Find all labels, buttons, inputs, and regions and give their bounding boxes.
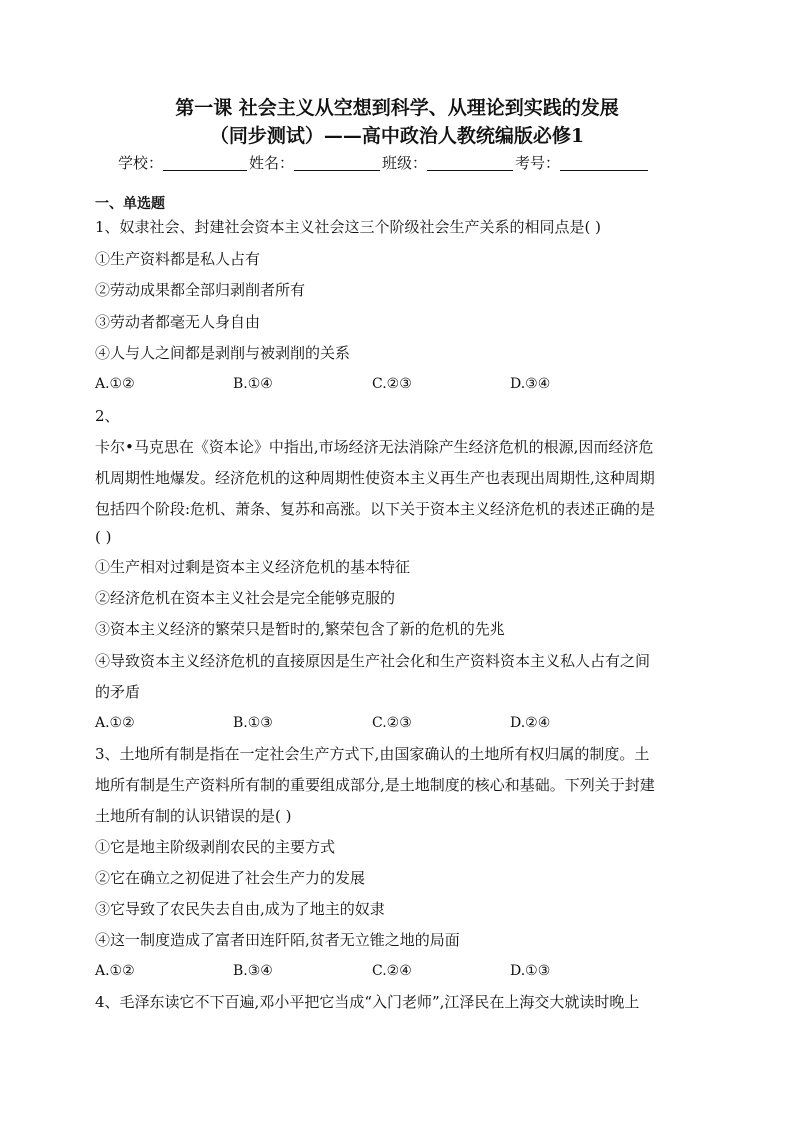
option-c[interactable]: C.②③: [372, 715, 412, 731]
statement-item: ②经济危机在资本主义社会是完全能够克服的: [95, 589, 396, 607]
statement-item: ①它是地主阶级剥削农民的主要方式: [95, 838, 336, 856]
option-b[interactable]: B.①④: [233, 376, 273, 392]
exam-number-label: 考号：: [515, 154, 561, 172]
option-a[interactable]: A.①②: [95, 376, 135, 392]
class-field[interactable]: [427, 154, 513, 171]
statement-item: ①生产资料都是私人占有: [95, 250, 261, 268]
question-stem: 土地所有制的认识错误的是( ): [95, 807, 292, 825]
statement-item: ④这一制度造成了富者田连阡陌,贫者无立锥之地的局面: [95, 931, 460, 949]
exam-number-field[interactable]: [560, 154, 648, 171]
statement-item: ①生产相对过剩是资本主义经济危机的基本特征: [95, 558, 411, 576]
statement-item: ②它在确立之初促进了社会生产力的发展: [95, 869, 366, 887]
statement-item: ③劳动者都毫无人身自由: [95, 313, 261, 331]
question-stem: 卡尔•马克思在《资本论》中指出,市场经济无法消除产生经济危机的根源,因而经济危: [95, 438, 654, 456]
option-d[interactable]: D.③④: [510, 376, 551, 392]
name-label: 姓名：: [249, 154, 295, 172]
statement-item: ③它导致了农民失去自由,成为了地主的奴隶: [95, 900, 385, 918]
question-stem: ( ): [95, 528, 112, 546]
statement-item: ④导致资本主义经济危机的直接原因是生产社会化和生产资料资本主义私人占有之间: [95, 652, 651, 670]
page-title: 第一课 社会主义从空想到科学、从理论到实践的发展: [175, 97, 619, 119]
statement-item: ②劳动成果都全部归剥削者所有: [95, 281, 306, 299]
school-field[interactable]: [163, 154, 247, 171]
statement-item: ③资本主义经济的繁荣只是暂时的,繁荣包含了新的危机的先兆: [95, 620, 505, 638]
statement-item: ④人与人之间都是剥削与被剥削的关系: [95, 344, 351, 362]
question-number: 2、: [95, 407, 120, 425]
student-info-line: [118, 153, 678, 173]
page-subtitle: （同步测试）——高中政治人教统编版必修1: [209, 125, 585, 147]
answer-options: [95, 713, 705, 733]
option-a[interactable]: A.①②: [95, 963, 135, 979]
question-stem: 1、奴隶社会、封建社会资本主义社会这三个阶级社会生产关系的相同点是( ): [95, 218, 602, 236]
answer-options: [95, 374, 705, 394]
question-stem: 4、毛泽东读它不下百遍,邓小平把它当成“入门老师”,江泽民在上海交大就读时晚上: [95, 993, 640, 1011]
question-stem: 包括四个阶段:危机、萧条、复苏和高涨。以下关于资本主义经济危机的表述正确的是: [95, 500, 656, 518]
name-field[interactable]: [294, 154, 380, 171]
option-b[interactable]: B.①③: [233, 715, 273, 731]
class-label: 班级：: [382, 154, 428, 172]
option-c[interactable]: C.②③: [372, 376, 412, 392]
school-label: 学校：: [118, 154, 164, 172]
answer-options: [95, 961, 705, 981]
option-b[interactable]: B.③④: [233, 963, 273, 979]
option-d[interactable]: D.①③: [510, 963, 551, 979]
option-d[interactable]: D.②④: [510, 715, 551, 731]
option-c[interactable]: C.②④: [372, 963, 412, 979]
question-stem: 地所有制是生产资料所有制的重要组成部分,是土地制度的核心和基础。下列关于封建: [95, 776, 655, 794]
question-stem: 3、土地所有制是指在一定社会生产方式下,由国家确认的土地所有权归属的制度。土: [95, 745, 650, 763]
option-a[interactable]: A.①②: [95, 715, 135, 731]
statement-item: 的矛盾: [95, 683, 141, 701]
question-stem: 机周期性地爆发。经济危机的这种周期性使资本主义再生产也表现出周期性,这种周期: [95, 469, 655, 487]
section-heading: 一、单选题: [95, 196, 165, 212]
